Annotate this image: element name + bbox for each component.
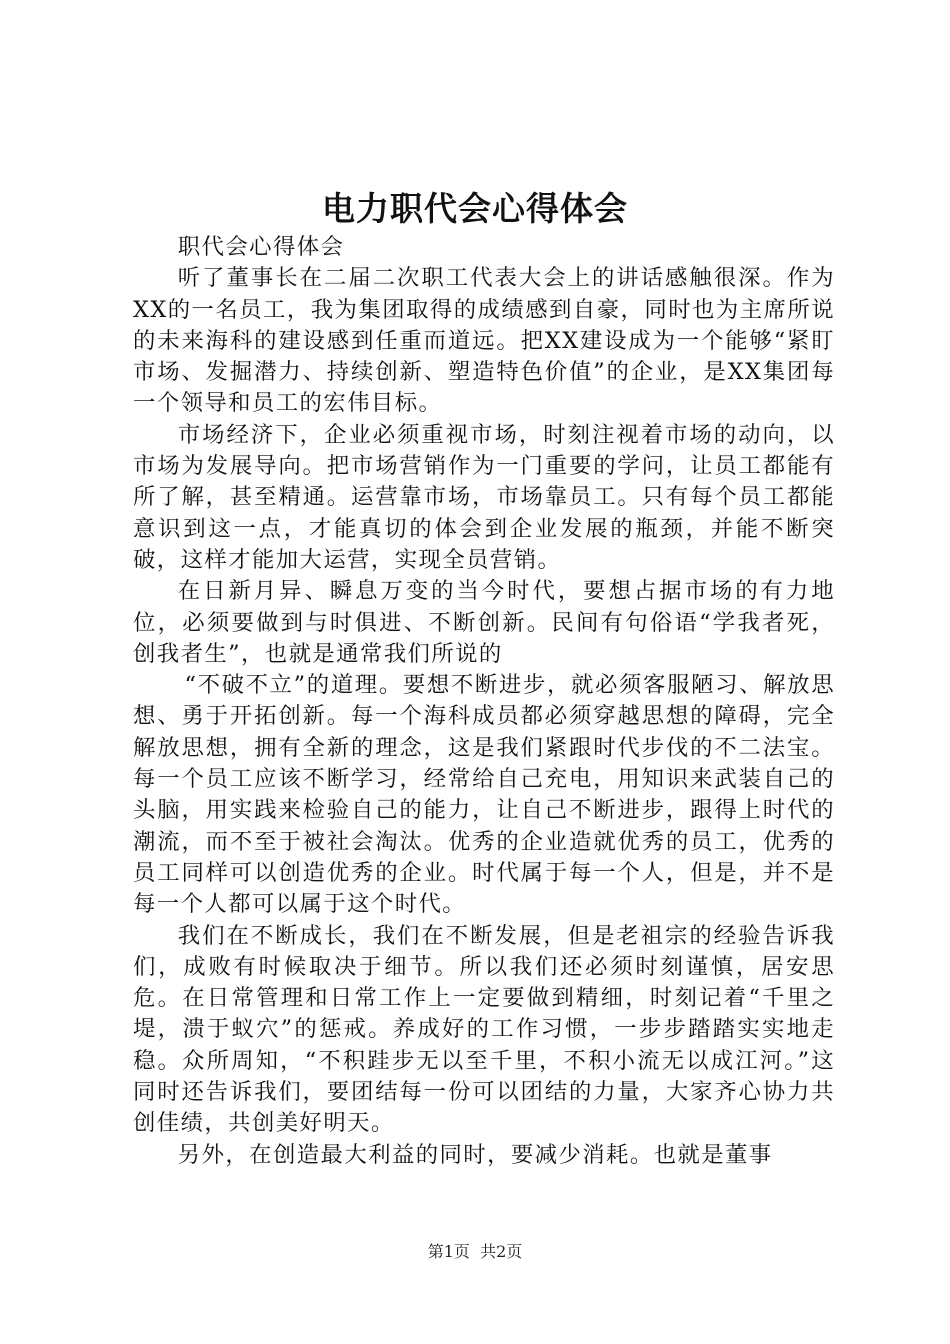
document-subtitle: 职代会心得体会 bbox=[177, 234, 345, 260]
paragraph: 我们在不断成长，我们在不断发展，但是老祖宗的经验告诉我们，成败有时候取决于细节。所以我们还必须时刻谨慎，居安思危。在日常管理和日常工作上一定要做到精细，时刻记着“千里之堤，溃于蚁穴”的惩戒。养成好的工作习惯，一步步踏踏实实地走稳。众所周知，“不积跬步无以至千里，不积小流无以成江河。”这同时还告诉我们，要团结每一份可以团结的力量，大家齐心协力共创佳绩，共创美好明天。 bbox=[133, 922, 835, 1137]
page-footer bbox=[0, 1240, 950, 1264]
paragraph: 市场经济下，企业必须重视市场，时刻注视着市场的动向，以市场为发展导向。把市场营销作为一门重要的学问，让员工都能有所了解，甚至精通。运营靠市场，市场靠员工。只有每个员工都能意识到这一点，才能真切的体会到企业发展的瓶颈，并能不断突破，这样才能加大运营，实现全员营销。 bbox=[133, 421, 835, 573]
page-total: 共2页 bbox=[480, 1242, 523, 1261]
page-number: 第1页 bbox=[427, 1242, 470, 1261]
paragraph: 听了董事长在二届二次职工代表大会上的讲话感触很深。作为XX的一名员工，我为集团取得的成绩感到自豪，同时也为主席所说的未来海科的建设感到任重而道远。把XX建设成为一个能够“紧盯市场、发掘潜力、持续创新、塑造特色价值”的企业，是XX集团每一个领导和员工的宏伟目标。 bbox=[133, 265, 835, 417]
document-title: 电力职代会心得体会 bbox=[322, 189, 628, 228]
paragraph: 在日新月异、瞬息万变的当今时代，要想占据市场的有力地位，必须要做到与时俱进、不断创新。民间有句俗语“学我者死，创我者生”，也就是通常我们所说的 bbox=[133, 578, 835, 667]
document-body bbox=[133, 232, 835, 1171]
paragraph: “不破不立”的道理。要想不断进步，就必须客服陋习、解放思想、勇于开拓创新。每一个海科成员都必须穿越思想的障碍，完全解放思想，拥有全新的理念，这是我们紧跟时代步伐的不二法宝。每一个员工应该不断学习，经常给自己充电，用知识来武装自己的头脑，用实践来检验自己的能力，让自己不断进步，跟得上时代的潮流，而不至于被社会淘汰。优秀的企业造就优秀的员工，优秀的员工同样可以创造优秀的企业。时代属于每一个人，但是，并不是每一个人都可以属于这个时代。 bbox=[133, 672, 835, 918]
paragraph: 另外，在创造最大利益的同时，要减少消耗。也就是董事 bbox=[177, 1141, 773, 1168]
